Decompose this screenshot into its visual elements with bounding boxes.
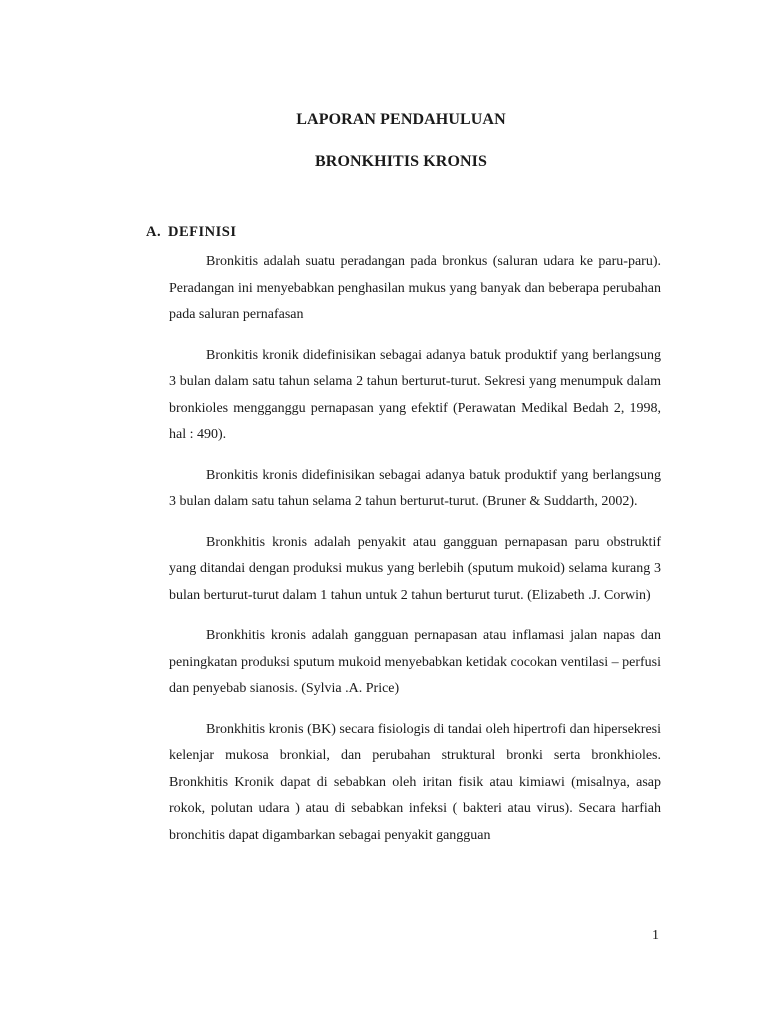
paragraph: Bronkitis kronis didefinisikan sebagai adanya batuk produktif yang berlangsung 3 bulan dalam satu tahun selama 2 tahun berturut-turut. (Bruner & Suddarth, 2002). <box>169 467 661 509</box>
paragraph: Bronkhitis kronis adalah gangguan pernapasan atau inflamasi jalan napas dan peningkatan produksi sputum mukoid menyebabkan ketidak cocokan ventilasi – perfusi dan penyebab sianosis. (Sylvia .A. Price) <box>169 628 661 696</box>
section-heading <box>146 224 236 241</box>
section-body <box>169 249 661 863</box>
paragraph: Bronkitis adalah suatu peradangan pada bronkus (saluran udara ke paru-paru). Peradangan ini menyebabkan penghasilan mukus yang banyak dan beberapa perubahan pada saluran pernafasan <box>169 254 661 322</box>
page-number: 1 <box>652 928 659 943</box>
document-subtitle: BRONKHITIS KRONIS <box>315 153 487 170</box>
section-number: A. <box>146 224 162 240</box>
paragraph: Bronkhitis kronis adalah penyakit atau gangguan pernapasan paru obstruktif yang ditandai dengan produksi mukus yang berlebih (sputum mukoid) selama kurang 3 bulan berturut-turut dalam 1 tahun untuk 2 tahun berturut turut. (Elizabeth .J. Corwin) <box>169 534 661 603</box>
document-title: LAPORAN PENDAHULUAN <box>296 111 506 128</box>
section-title: DEFINISI <box>168 224 237 240</box>
paragraph: Bronkitis kronik didefinisikan sebagai adanya batuk produktif yang berlangsung 3 bulan dalam satu tahun selama 2 tahun berturut-turut. Sekresi yang menumpuk dalam bronkioles mengganggu pernapasan yang efektif (Perawatan Medikal Bedah 2, 1998, hal : 490). <box>169 347 661 442</box>
paragraph: Bronkhitis kronis (BK) secara fisiologis di tandai oleh hipertrofi dan hipersekresi kelenjar mukosa bronkial, dan perubahan struktural bronki serta bronkhioles. Bronkhitis Kronik dapat di sebabkan oleh iritan fisik atau kimiawi (misalnya, asap rokok, polutan udara ) atau di sebabkan infeksi ( bakteri atau virus). Secara harfiah bronchitis dapat digambarkan sebagai penyakit gangguan <box>169 721 661 843</box>
